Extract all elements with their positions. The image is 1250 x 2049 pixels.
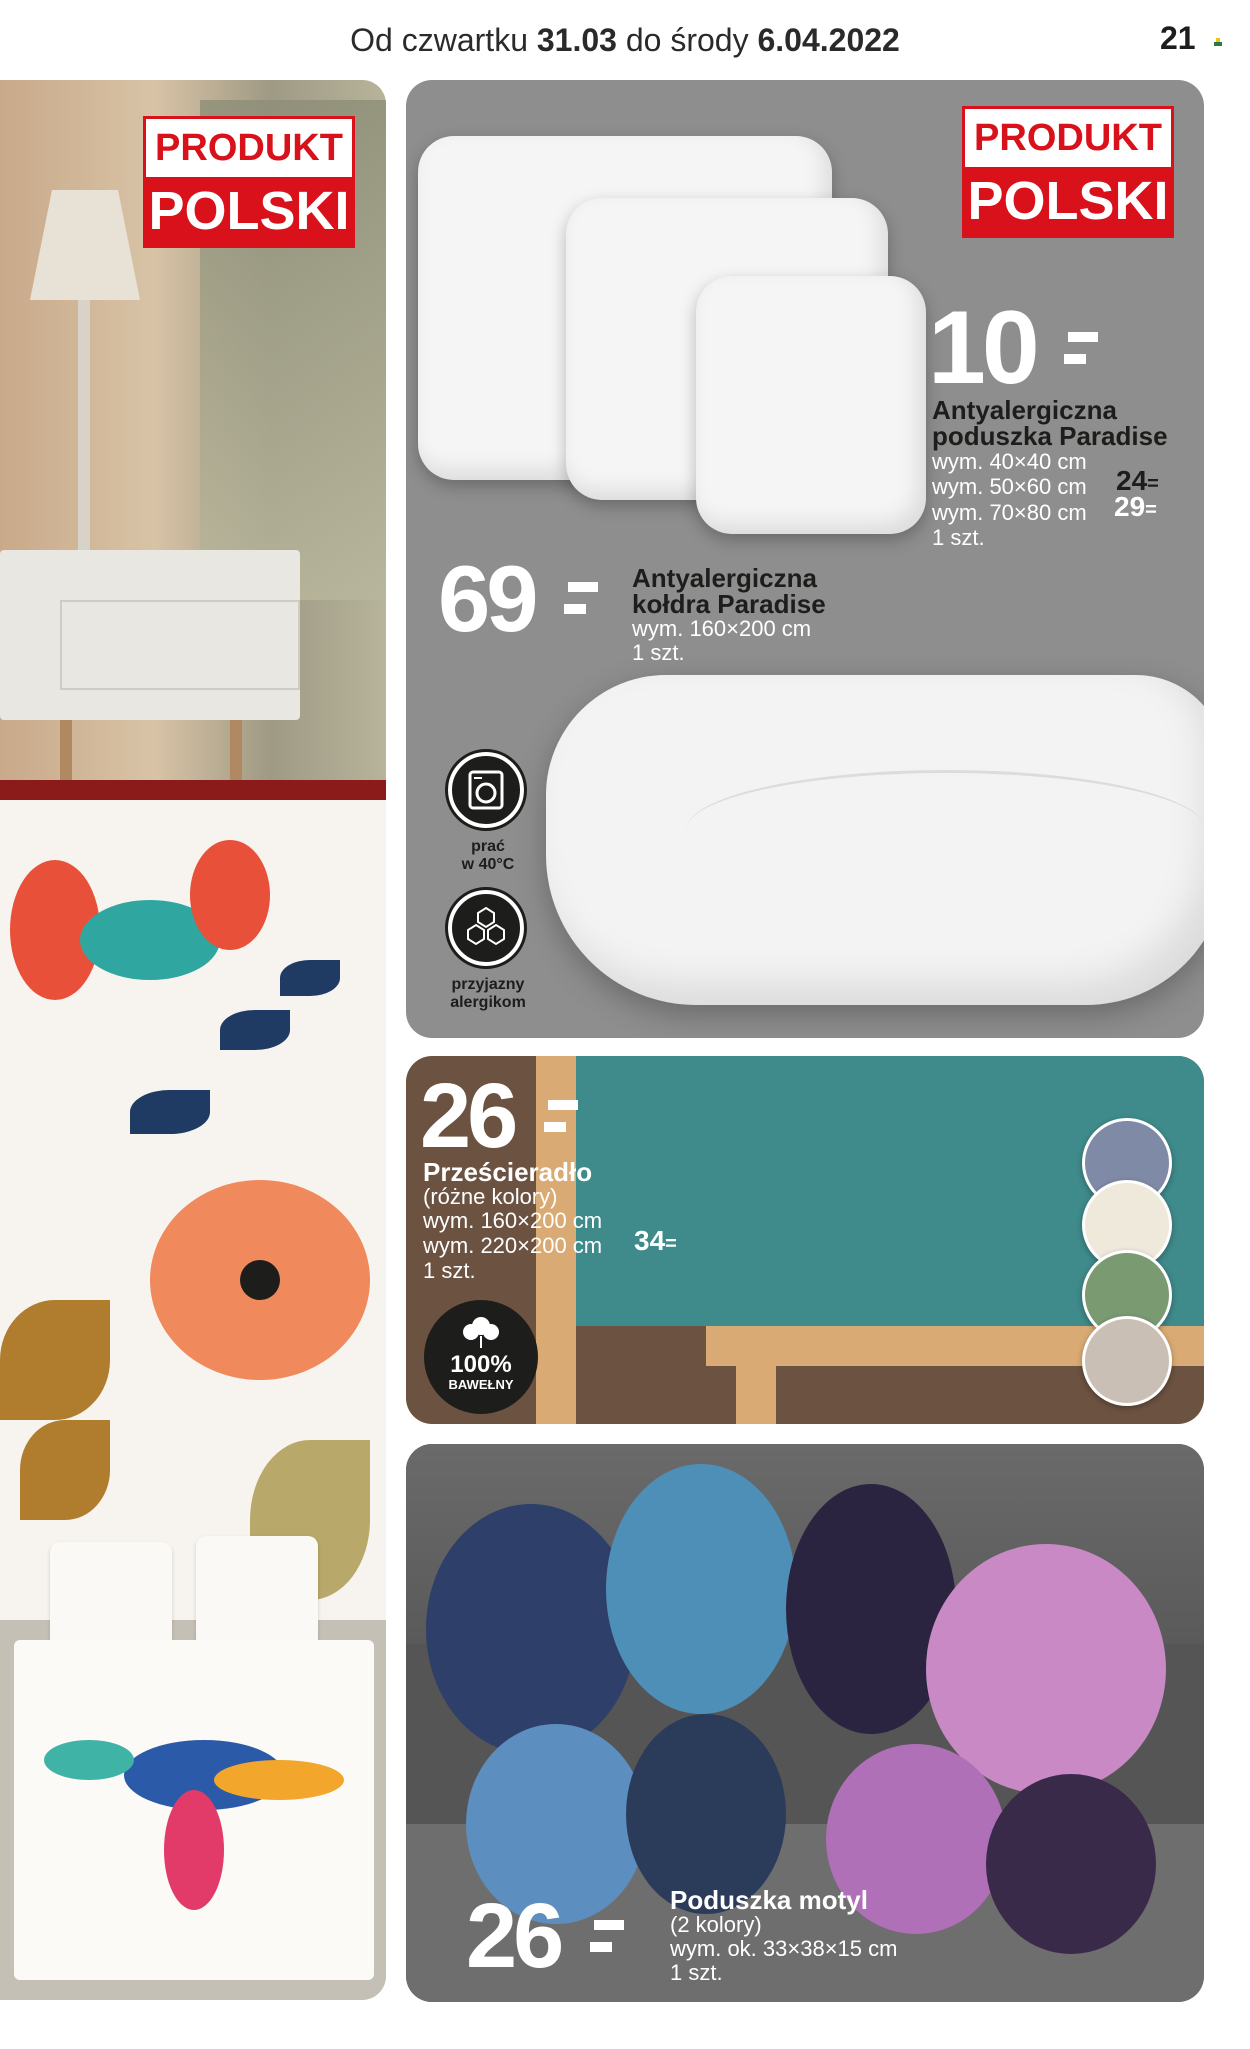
pillow-size-1: wym. 40×40 cm xyxy=(932,449,1087,474)
badge-top-text: PRODUKT xyxy=(974,117,1162,159)
washing-machine-icon xyxy=(448,752,524,828)
wash-label: prać w 40°C xyxy=(461,838,515,873)
sheet-size-2: wym. 220×200 cm xyxy=(423,1233,603,1258)
duvet-title-1: Antyalergiczna xyxy=(632,563,817,593)
nightstand-drawer xyxy=(60,600,300,690)
pillow-size-3-price: 29= xyxy=(1114,491,1157,522)
decor-pillow xyxy=(50,1542,172,1654)
pillow-price xyxy=(928,290,1036,406)
cotton-word: BAWEŁNY xyxy=(448,1377,514,1392)
butterfly-blue-wing xyxy=(426,1504,636,1754)
date-to: 6.04.2022 xyxy=(757,22,900,58)
bird-print xyxy=(164,1790,224,1910)
duvet-fold xyxy=(686,770,1204,890)
sheet-colors: (różne kolory) xyxy=(423,1184,558,1209)
butterfly-colors: (2 kolory) xyxy=(670,1912,762,1937)
allergy-label: przyjazny alergikom xyxy=(450,976,526,1011)
leaf-print xyxy=(220,1010,290,1050)
folded-bedding xyxy=(14,1640,374,1980)
butterfly-qty: 1 szt. xyxy=(670,1960,723,1985)
pillow-title-2: poduszka Paradise xyxy=(932,421,1168,451)
butterfly-blue-wing xyxy=(606,1464,796,1714)
pillow-size-2: wym. 50×60 cm xyxy=(932,474,1087,499)
cotton-flower-icon xyxy=(459,1312,503,1348)
floral-print xyxy=(190,840,270,950)
printed-duvet-cover xyxy=(0,800,386,1620)
date-from: 31.03 xyxy=(536,22,617,58)
pillow-title-1: Antyalergiczna xyxy=(932,395,1117,425)
pillow-size-3: wym. 70×80 cm xyxy=(932,500,1087,525)
produkt-polski-badge xyxy=(962,106,1174,238)
pillow-price-value: 10 xyxy=(928,290,1036,406)
butterfly-blue-wing xyxy=(626,1714,786,1914)
date-prefix: Od czwartku xyxy=(350,22,528,58)
sheet-size-2-price: 34= xyxy=(634,1225,677,1256)
sheet-title: Prześcieradło xyxy=(423,1157,593,1187)
badge-bottom-text: POLSKI xyxy=(965,167,1171,235)
duvet-price xyxy=(438,546,535,651)
badge-bottom-text: POLSKI xyxy=(146,177,352,245)
duvet-qty: 1 szt. xyxy=(632,640,685,665)
page-number: 21 xyxy=(1160,20,1196,56)
leaf-print xyxy=(280,960,340,996)
badge-top-text: PRODUKT xyxy=(155,127,343,169)
floral-print xyxy=(240,1260,280,1300)
leaf-print xyxy=(130,1090,210,1134)
hexagon-allergy-icon-graphic xyxy=(452,894,520,962)
leaf-print xyxy=(0,1300,110,1420)
cotton-percent: 100% xyxy=(450,1351,512,1378)
butterfly-price xyxy=(466,1885,561,1987)
pillow-qty: 1 szt. xyxy=(932,525,985,550)
duvet-size: wym. 160×200 cm xyxy=(632,616,812,641)
hexagon-allergy-icon xyxy=(448,890,524,966)
sheet-price-value: 26 xyxy=(420,1065,515,1167)
bird-print xyxy=(214,1760,344,1800)
butterfly-price-value: 26 xyxy=(466,1885,561,1987)
decor-pillow xyxy=(196,1536,318,1648)
washing-machine-icon-graphic xyxy=(452,756,520,824)
bed-frame-leg xyxy=(736,1326,776,1424)
butterfly-title: Poduszka motyl xyxy=(670,1885,868,1915)
lamp-stand xyxy=(78,300,90,550)
pillow-size-2-price: 24= xyxy=(1116,465,1159,496)
cotton-badge xyxy=(424,1300,538,1414)
duvet-title-2: kołdra Paradise xyxy=(632,589,826,619)
bird-print xyxy=(44,1740,134,1780)
leaf-print xyxy=(20,1420,110,1520)
flag-mark-yellow xyxy=(1216,38,1220,42)
produkt-polski-badge xyxy=(143,116,355,248)
date-middle: do środy xyxy=(625,22,749,58)
butterfly-pink-wing xyxy=(986,1774,1156,1954)
sheet-qty: 1 szt. xyxy=(423,1258,476,1283)
duvet-price-value: 69 xyxy=(438,546,535,651)
pillow-small xyxy=(696,276,926,534)
flag-mark xyxy=(1214,42,1222,46)
bedding-photo xyxy=(0,80,386,2000)
sheet-size-1: wym. 160×200 cm xyxy=(423,1208,603,1233)
butterfly-size: wym. ok. 33×38×15 cm xyxy=(670,1936,898,1961)
validity-dates xyxy=(0,22,1250,59)
color-swatch-beige[interactable] xyxy=(1082,1316,1172,1406)
sheet-price xyxy=(420,1065,515,1167)
